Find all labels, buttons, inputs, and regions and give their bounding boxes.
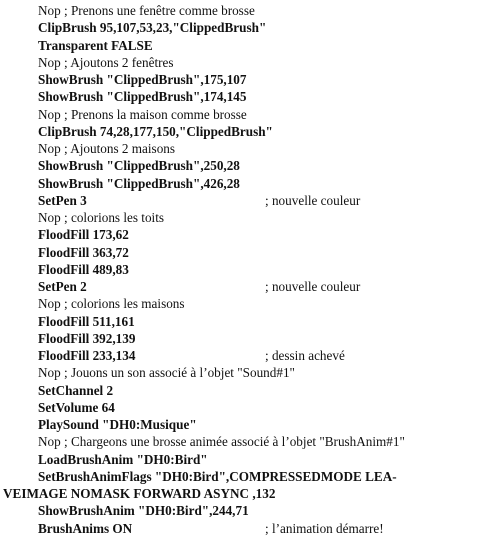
line-text: SetPen 2 [38, 279, 87, 294]
line-text: Nop ; Jouons un son associé à l’objet "Sound#1" [38, 365, 295, 381]
code-statement [0, 71, 499, 88]
code-statement [0, 468, 499, 485]
code-statement [0, 313, 499, 330]
code-comment-line [0, 364, 499, 381]
code-statement [0, 157, 499, 174]
code-comment-line [0, 209, 499, 226]
code-statement [0, 37, 499, 54]
line-text: ShowBrush "ClippedBrush",174,145 [38, 89, 247, 105]
line-text: Nop ; Ajoutons 2 fenêtres [38, 54, 174, 70]
line-text: ClipBrush 74,28,177,150,"ClippedBrush" [38, 123, 273, 139]
code-statement [0, 485, 499, 502]
line-text: PlaySound "DH0:Musique" [38, 417, 197, 432]
line-text: SetChannel 2 [38, 382, 114, 398]
code-statement [0, 226, 499, 243]
code-listing [0, 2, 499, 536]
inline-comment: ; nouvelle couleur [265, 279, 361, 294]
code-statement [0, 502, 499, 519]
code-comment-line [0, 433, 499, 450]
code-statement [0, 399, 499, 416]
code-statement [0, 416, 499, 433]
line-text: FloodFill 511,161 [38, 313, 135, 329]
line-text: FloodFill 392,139 [38, 330, 136, 346]
code-statement [0, 261, 499, 278]
line-text: SetVolume 64 [38, 399, 115, 415]
code-comment-line [0, 106, 499, 123]
line-text: VEIMAGE NOMASK FORWARD ASYNC ,132 [3, 486, 276, 501]
code-statement [0, 244, 499, 261]
line-text: Transparent FALSE [38, 37, 153, 53]
line-text: ShowBrush "ClippedBrush",175,107 [38, 72, 247, 87]
inline-comment: ; l’animation démarre! [265, 520, 384, 536]
code-statement [0, 192, 499, 209]
line-text: FloodFill 173,62 [38, 227, 129, 243]
line-text: Nop ; Ajoutons 2 maisons [38, 141, 176, 156]
line-text: ShowBrushAnim "DH0:Bird",244,71 [38, 503, 249, 519]
code-statement [0, 382, 499, 399]
code-statement [0, 278, 499, 295]
code-statement [0, 520, 499, 537]
inline-comment: ; nouvelle couleur [265, 192, 361, 208]
code-comment-line [0, 295, 499, 312]
line-text: Nop ; Chargeons une brosse animée associé à l’objet "BrushAnim#1" [38, 434, 405, 450]
inline-comment: ; dessin achevé [265, 348, 345, 363]
line-text: ShowBrush "ClippedBrush",426,28 [38, 175, 240, 191]
line-text: BrushAnims ON [38, 520, 133, 536]
code-statement [0, 347, 499, 364]
line-text: Nop ; Prenons la maison comme brosse [38, 106, 247, 122]
line-text: Nop ; Prenons une fenêtre comme brosse [38, 3, 255, 18]
line-text: ShowBrush "ClippedBrush",250,28 [38, 158, 240, 174]
line-text: SetPen 3 [38, 192, 87, 208]
code-statement [0, 451, 499, 468]
code-statement [0, 88, 499, 105]
code-statement [0, 330, 499, 347]
line-text: Nop ; colorions les toits [38, 210, 165, 225]
code-comment-line [0, 2, 499, 19]
code-statement [0, 123, 499, 140]
line-text: LoadBrushAnim "DH0:Bird" [38, 451, 208, 467]
line-text: SetBrushAnimFlags "DH0:Bird",COMPRESSEDMODE LEA- [38, 468, 397, 484]
line-text: FloodFill 363,72 [38, 244, 129, 260]
code-statement [0, 19, 499, 36]
code-comment-line [0, 54, 499, 71]
code-comment-line [0, 140, 499, 157]
line-text: ClipBrush 95,107,53,23,"ClippedBrush" [38, 20, 267, 36]
line-text: FloodFill 489,83 [38, 261, 129, 277]
line-text: Nop ; colorions les maisons [38, 296, 185, 312]
code-statement [0, 175, 499, 192]
line-text: FloodFill 233,134 [38, 348, 136, 363]
